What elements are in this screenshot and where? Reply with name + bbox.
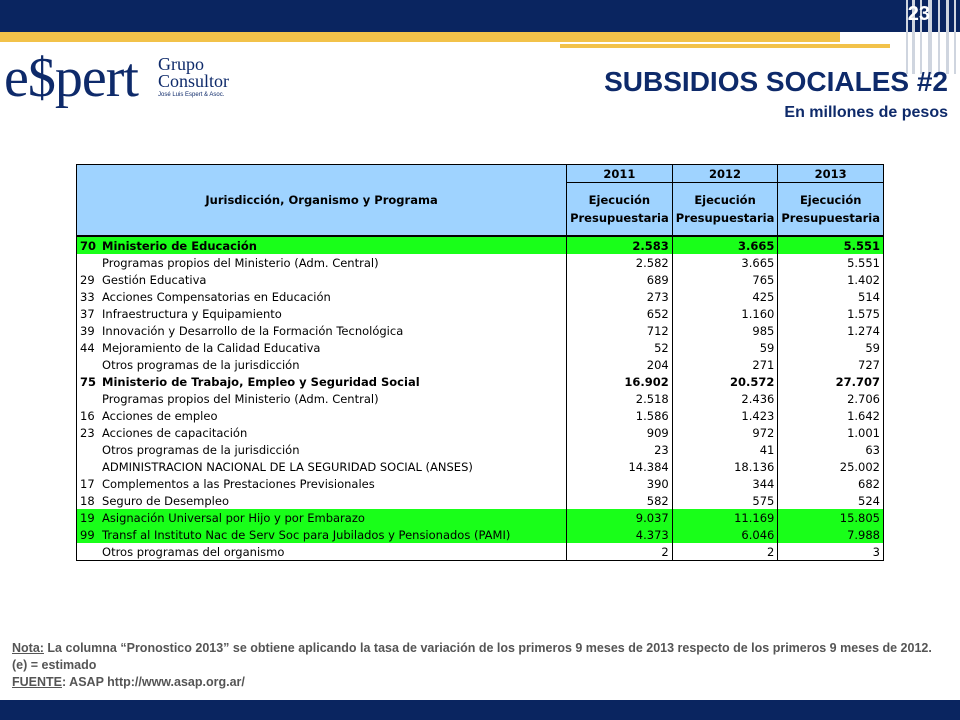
value-2012: 18.136 [672,458,778,475]
table-row [77,373,884,390]
value-2013: 3 [778,543,884,561]
table-row [77,509,884,526]
value-2013: 25.002 [778,458,884,475]
program-code: 19 [77,509,100,526]
header-label-line2: Presupuestaria [675,211,775,225]
header-ejecucion-2011 [567,183,673,237]
header-jurisdiccion: Jurisdicción, Organismo y Programa [77,165,567,237]
value-2011: 16.902 [567,373,673,390]
program-label: Acciones Compensatorias en Educación [99,288,567,305]
program-code [77,441,100,458]
header-year-2012: 2012 [672,165,778,183]
logo-consultor-text: Consultor [158,71,230,91]
top-banner [0,0,960,32]
value-2011: 4.373 [567,526,673,543]
program-code: 70 [77,236,100,254]
note-text: La columna “Pronostico 2013” se obtiene aplicando la tasa de variación de los primeros 9 meses de 2013 respecto de los primeros 9 meses de 2012. (e) = estimado [12,641,932,672]
header-label-line1: Ejecución [694,193,756,207]
value-2011: 2 [567,543,673,561]
value-2011: 712 [567,322,673,339]
value-2013: 2.706 [778,390,884,407]
logo-grupo-consultor [158,56,229,90]
program-code: 99 [77,526,100,543]
value-2011: 2.582 [567,254,673,271]
value-2013: 15.805 [778,509,884,526]
value-2011: 2.583 [567,236,673,254]
value-2011: 689 [567,271,673,288]
program-code: 37 [77,305,100,322]
bottom-banner [0,700,960,720]
source-text: : ASAP http://www.asap.org.ar/ [62,675,245,689]
value-2012: 41 [672,441,778,458]
program-label: Complementos a las Prestaciones Previsionales [99,475,567,492]
program-label: Ministerio de Trabajo, Empleo y Seguridad Social [99,373,567,390]
value-2013: 727 [778,356,884,373]
table-row [77,236,884,254]
header-year-2013: 2013 [778,165,884,183]
page-number: 23 [907,3,930,25]
value-2012: 425 [672,288,778,305]
value-2013: 63 [778,441,884,458]
value-2013: 1.575 [778,305,884,322]
value-2013: 524 [778,492,884,509]
value-2013: 1.001 [778,424,884,441]
value-2012: 1.423 [672,407,778,424]
value-2013: 1.402 [778,271,884,288]
value-2013: 1.642 [778,407,884,424]
value-2011: 2.518 [567,390,673,407]
program-label: Otros programas de la jurisdicción [99,441,567,458]
table-body [77,236,884,561]
program-label: Mejoramiento de la Calidad Educativa [99,339,567,356]
table-row [77,492,884,509]
logo-wordmark: e$pert [4,47,138,109]
value-2012: 59 [672,339,778,356]
program-code [77,254,100,271]
source-label: FUENTE [12,675,62,689]
program-code: 23 [77,424,100,441]
footnote [12,640,942,691]
program-label: Ministerio de Educación [99,236,567,254]
value-2013: 7.988 [778,526,884,543]
value-2011: 23 [567,441,673,458]
value-2011: 273 [567,288,673,305]
header-label-line1: Ejecución [588,193,651,207]
header-ejecucion-2013 [778,183,884,237]
value-2011: 390 [567,475,673,492]
subsidies-table [76,164,884,561]
program-code: 17 [77,475,100,492]
value-2011: 582 [567,492,673,509]
value-2012: 2.436 [672,390,778,407]
value-2013: 27.707 [778,373,884,390]
table-row [77,305,884,322]
table-row [77,288,884,305]
table-row [77,339,884,356]
value-2013: 514 [778,288,884,305]
table-row [77,458,884,475]
note-label: Nota: [12,641,44,655]
program-label: Acciones de empleo [99,407,567,424]
table-header-years-row [77,165,884,183]
program-label: Asignación Universal por Hijo y por Embarazo [99,509,567,526]
program-code [77,458,100,475]
value-2011: 1.586 [567,407,673,424]
slide-title: SUBSIDIOS SOCIALES #2 [604,66,948,97]
logo-grupo-text: Grupo [158,54,204,74]
gold-stripe [0,32,840,42]
program-label: Transf al Instituto Nac de Serv Soc para Jubilados y Pensionados (PAMI) [99,526,567,543]
program-label: Infraestructura y Equipamiento [99,305,567,322]
value-2012: 271 [672,356,778,373]
source-line [12,674,942,691]
note-line [12,640,942,674]
program-label: Innovación y Desarrollo de la Formación Tecnológica [99,322,567,339]
value-2012: 3.665 [672,236,778,254]
program-label: ADMINISTRACION NACIONAL DE LA SEGURIDAD SOCIAL (ANSES) [99,458,567,475]
value-2012: 1.160 [672,305,778,322]
program-code: 75 [77,373,100,390]
table-row [77,543,884,561]
logo-subtext: José Luis Espert & Asoc. [158,92,225,98]
value-2013: 5.551 [778,236,884,254]
table-row [77,526,884,543]
program-code: 44 [77,339,100,356]
header-label-line1: Ejecución [799,193,862,207]
table-row [77,271,884,288]
program-label: Seguro de Desempleo [99,492,567,509]
value-2011: 52 [567,339,673,356]
program-code: 39 [77,322,100,339]
program-label: Otros programas del organismo [99,543,567,561]
value-2012: 2 [672,543,778,561]
table-row [77,254,884,271]
table-row [77,441,884,458]
value-2012: 985 [672,322,778,339]
program-label: Otros programas de la jurisdicción [99,356,567,373]
value-2011: 909 [567,424,673,441]
value-2012: 972 [672,424,778,441]
program-label: Programas propios del Ministerio (Adm. Central) [99,254,567,271]
slide-subtitle: En millones de pesos [784,104,948,121]
gold-thin-stripe [560,44,890,48]
header-label-line2: Presupuestaria [570,211,669,225]
value-2011: 14.384 [567,458,673,475]
value-2011: 9.037 [567,509,673,526]
value-2013: 5.551 [778,254,884,271]
table-row [77,390,884,407]
value-2012: 344 [672,475,778,492]
value-2011: 204 [567,356,673,373]
program-label: Programas propios del Ministerio (Adm. Central) [99,390,567,407]
header-label-line2: Presupuestaria [781,211,880,225]
table-row [77,407,884,424]
value-2013: 59 [778,339,884,356]
header-ejecucion-2012 [672,183,778,237]
header-year-2011: 2011 [567,165,673,183]
program-code [77,543,100,561]
program-code [77,390,100,407]
espert-logo [4,46,230,118]
value-2013: 682 [778,475,884,492]
table-row [77,475,884,492]
program-code: 33 [77,288,100,305]
program-code: 29 [77,271,100,288]
program-label: Gestión Educativa [99,271,567,288]
value-2012: 20.572 [672,373,778,390]
table-row [77,424,884,441]
value-2012: 3.665 [672,254,778,271]
table-row [77,322,884,339]
program-code: 18 [77,492,100,509]
program-code [77,356,100,373]
value-2011: 652 [567,305,673,322]
value-2012: 575 [672,492,778,509]
value-2012: 765 [672,271,778,288]
program-code: 16 [77,407,100,424]
value-2012: 11.169 [672,509,778,526]
value-2012: 6.046 [672,526,778,543]
table-row [77,356,884,373]
value-2013: 1.274 [778,322,884,339]
program-label: Acciones de capacitación [99,424,567,441]
